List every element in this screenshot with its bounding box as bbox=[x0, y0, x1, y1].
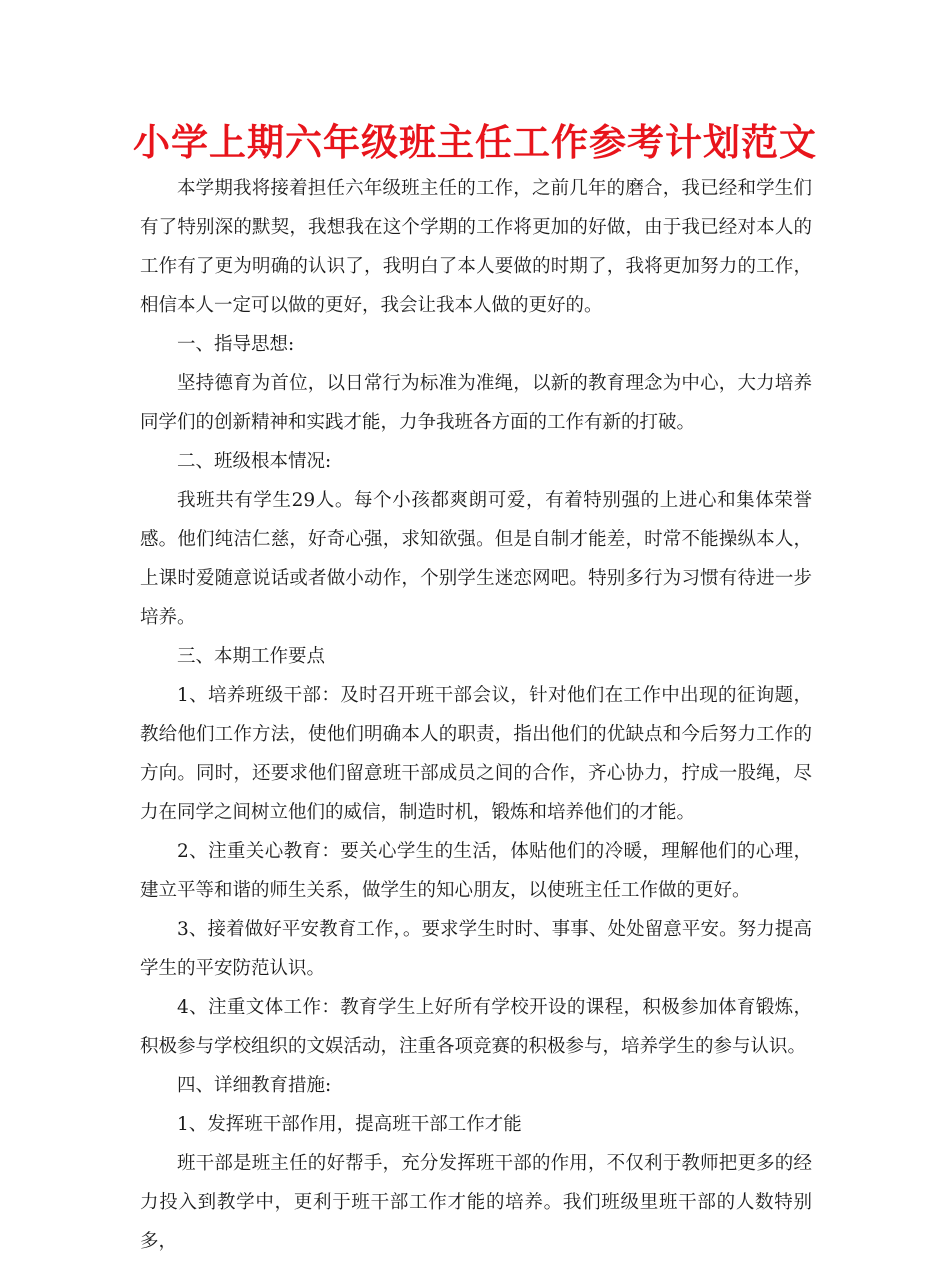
paragraph-point-1: 1、培养班级干部：及时召开班干部会议，针对他们在工作中出现的征询题，教给他们工作方法，使他们明确本人的职责，指出他们的优缺点和今后努力工作的方向。同时，还要求他们留意班干部成员之间的合作，齐心协力，拧成一股绳，尽力在同学之间树立他们的威信，制造时机，锻炼和培养他们的才能。 bbox=[140, 685, 812, 823]
paragraph-guiding-ideology: 坚持德育为首位，以日常行为标准为准绳，以新的教育理念为中心，大力培养同学们的创新精神和实践才能，力争我班各方面的工作有新的打破。 bbox=[140, 373, 812, 433]
paragraph-point-4: 4、注重文体工作：教育学生上好所有学校开设的课程，积极参加体育锻炼，积极参与学校组织的文娱活动，注重各项竞赛的积极参与，培养学生的参与认识。 bbox=[140, 997, 812, 1057]
paragraph-point-3: 3、接着做好平安教育工作，。要求学生时时、事事、处处留意平安。努力提高学生的平安防范认识。 bbox=[140, 919, 812, 979]
paragraph-intro: 本学期我将接着担任六年级班主任的工作，之前几年的磨合，我已经和学生们有了特别深的默契，我想我在这个学期的工作将更加的好做，由于我已经对本人的工作有了更为明确的认识了，我明白了本人要做的时期了，我将更加努力的工作，相信本人一定可以做的更好，我会让我本人做的更好的。 bbox=[140, 178, 812, 316]
heading-measures: 四、详细教育措施: bbox=[177, 1075, 332, 1096]
paragraph-point-2: 2、注重关心教育：要关心学生的生活，体贴他们的冷暖，理解他们的心理，建立平等和谐的师生关系，做学生的知心朋友，以使班主任工作做的更好。 bbox=[140, 841, 812, 901]
heading-guiding-ideology: 一、指导思想: bbox=[177, 334, 295, 355]
heading-class-situation: 二、班级根本情况: bbox=[177, 451, 332, 472]
paragraph-measure-1: 班干部是班主任的好帮手，充分发挥班干部的作用，不仅利于教师把更多的经力投入到教学中，更利于班干部工作才能的培养。我们班级里班干部的人数特别多， bbox=[140, 1153, 812, 1252]
heading-work-points: 三、本期工作要点 bbox=[177, 646, 326, 667]
document-body bbox=[140, 169, 812, 1261]
document-title: 小学上期六年级班主任工作参考计划范文 bbox=[133, 121, 817, 164]
paragraph-class-situation: 我班共有学生29人。每个小孩都爽朗可爱，有着特别强的上进心和集体荣誉感。他们纯洁仁慈，好奇心强，求知欲强。但是自制才能差，时常不能操纵本人，上课时爱随意说话或者做小动作，个别学生迷恋网吧。特别多行为习惯有待进一步培养。 bbox=[140, 490, 812, 628]
subheading-measure-1: 1、发挥班干部作用，提高班干部工作才能 bbox=[177, 1114, 522, 1135]
